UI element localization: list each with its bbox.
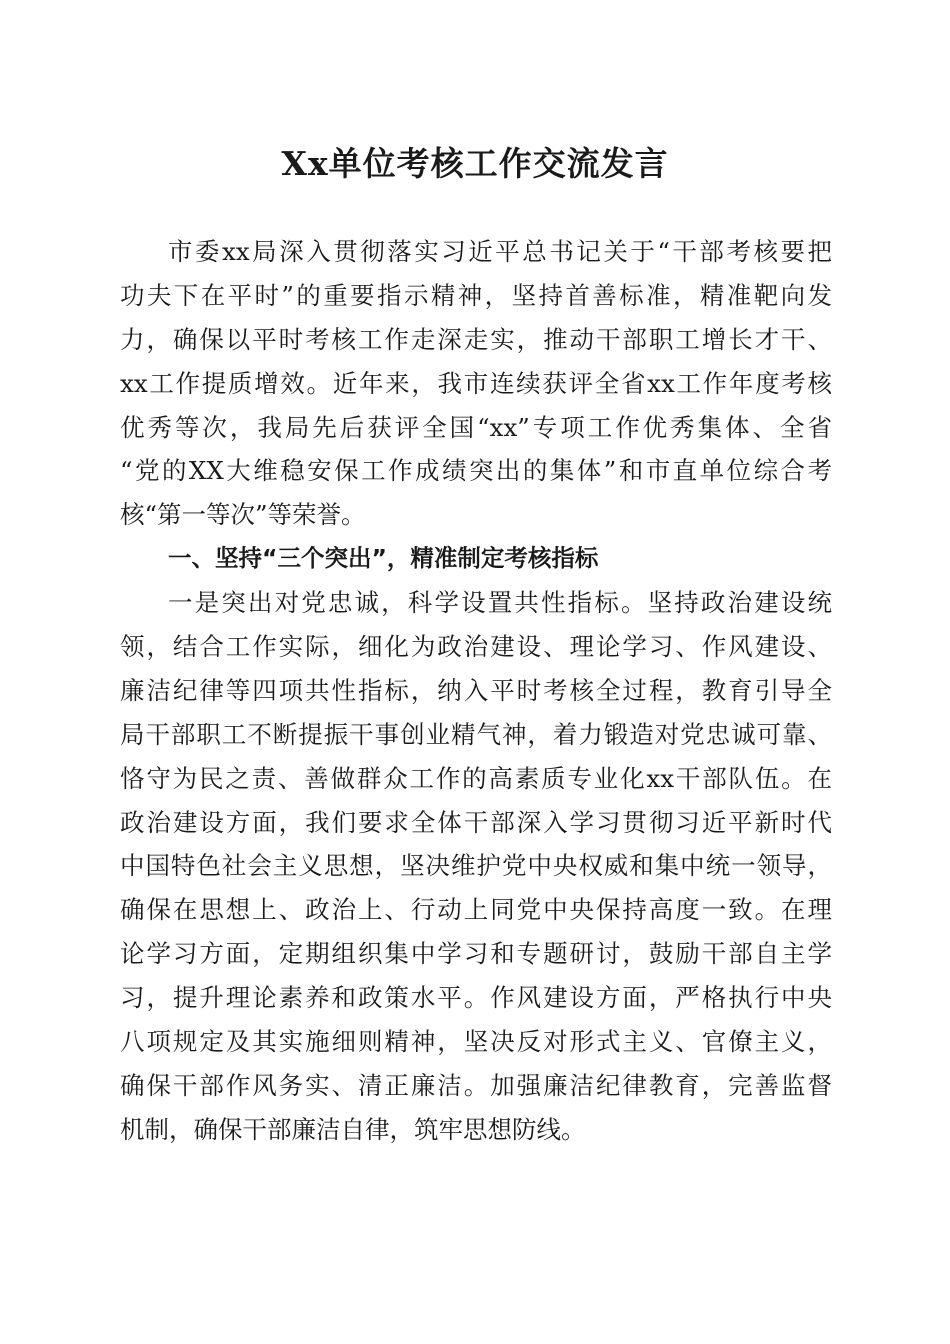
paragraph-intro [120,230,832,537]
paragraph-line: 领，结合工作实际，细化为政治建设、理论学习、作风建设、 [120,632,832,662]
paragraph-line: 确保在思想上、政治上、行动上同党中央保持高度一致。在理 [120,895,832,925]
paragraph-line: 中国特色社会主义思想，坚决维护党中央权威和集中统一领导， [120,851,832,881]
paragraph-line: 市委xx局深入贯彻落实习近平总书记关于“干部考核要把 [168,237,832,266]
paragraph-line: 机制，确保干部廉洁自律，筑牢思想防线。 [120,1114,586,1144]
paragraph-line: 廉洁纪律等四项共性指标，纳入平时考核全过程，教育引导全 [120,675,832,705]
paragraph-line: 八项规定及其实施细则精神，坚决反对形式主义、官僚主义， [120,1027,832,1057]
paragraph-line: 政治建设方面，我们要求全体干部深入学习贯彻习近平新时代 [120,807,832,837]
paragraph-line: 确保干部作风务实、清正廉洁。加强廉洁纪律教育，完善监督 [120,1070,832,1100]
paragraph-line: 局干部职工不断提振干事创业精气神，着力锻造对党忠诚可靠、 [120,719,832,749]
paragraph-line: 力，确保以平时考核工作走深走实，推动干部职工增长才干、 [120,324,832,354]
paragraph-line: 论学习方面，定期组织集中学习和专题研讨，鼓励干部自主学 [120,939,832,969]
paragraph-line: xx工作提质增效。近年来，我市连续获评全省xx工作年度考核 [120,368,832,398]
paragraph-line: “党的XX大维稳安保工作成绩突出的集体”和市直单位综合考 [120,456,832,486]
paragraph-line: 习，提升理论素养和政策水平。作风建设方面，严格执行中央 [120,983,832,1013]
section-heading: 一、坚持“三个突出”，精准制定考核指标 [168,544,599,573]
paragraph-line: 恪守为民之责、善做群众工作的高素质专业化xx干部队伍。在 [120,763,832,793]
document-title: Xx单位考核工作交流发言 [281,144,669,183]
paragraph-section-1 [120,581,832,1152]
paragraph-line: 功夫下在平时”的重要指示精神，坚持首善标准，精准靶向发 [120,280,832,310]
paragraph-line: 一是突出对党忠诚，科学设置共性指标。坚持政治建设统 [168,588,832,618]
paragraph-line: 核“第一等次”等荣誉。 [120,500,366,530]
paragraph-line: 优秀等次，我局先后获评全国“xx”专项工作优秀集体、全省 [120,412,832,442]
document-body [120,230,832,1152]
